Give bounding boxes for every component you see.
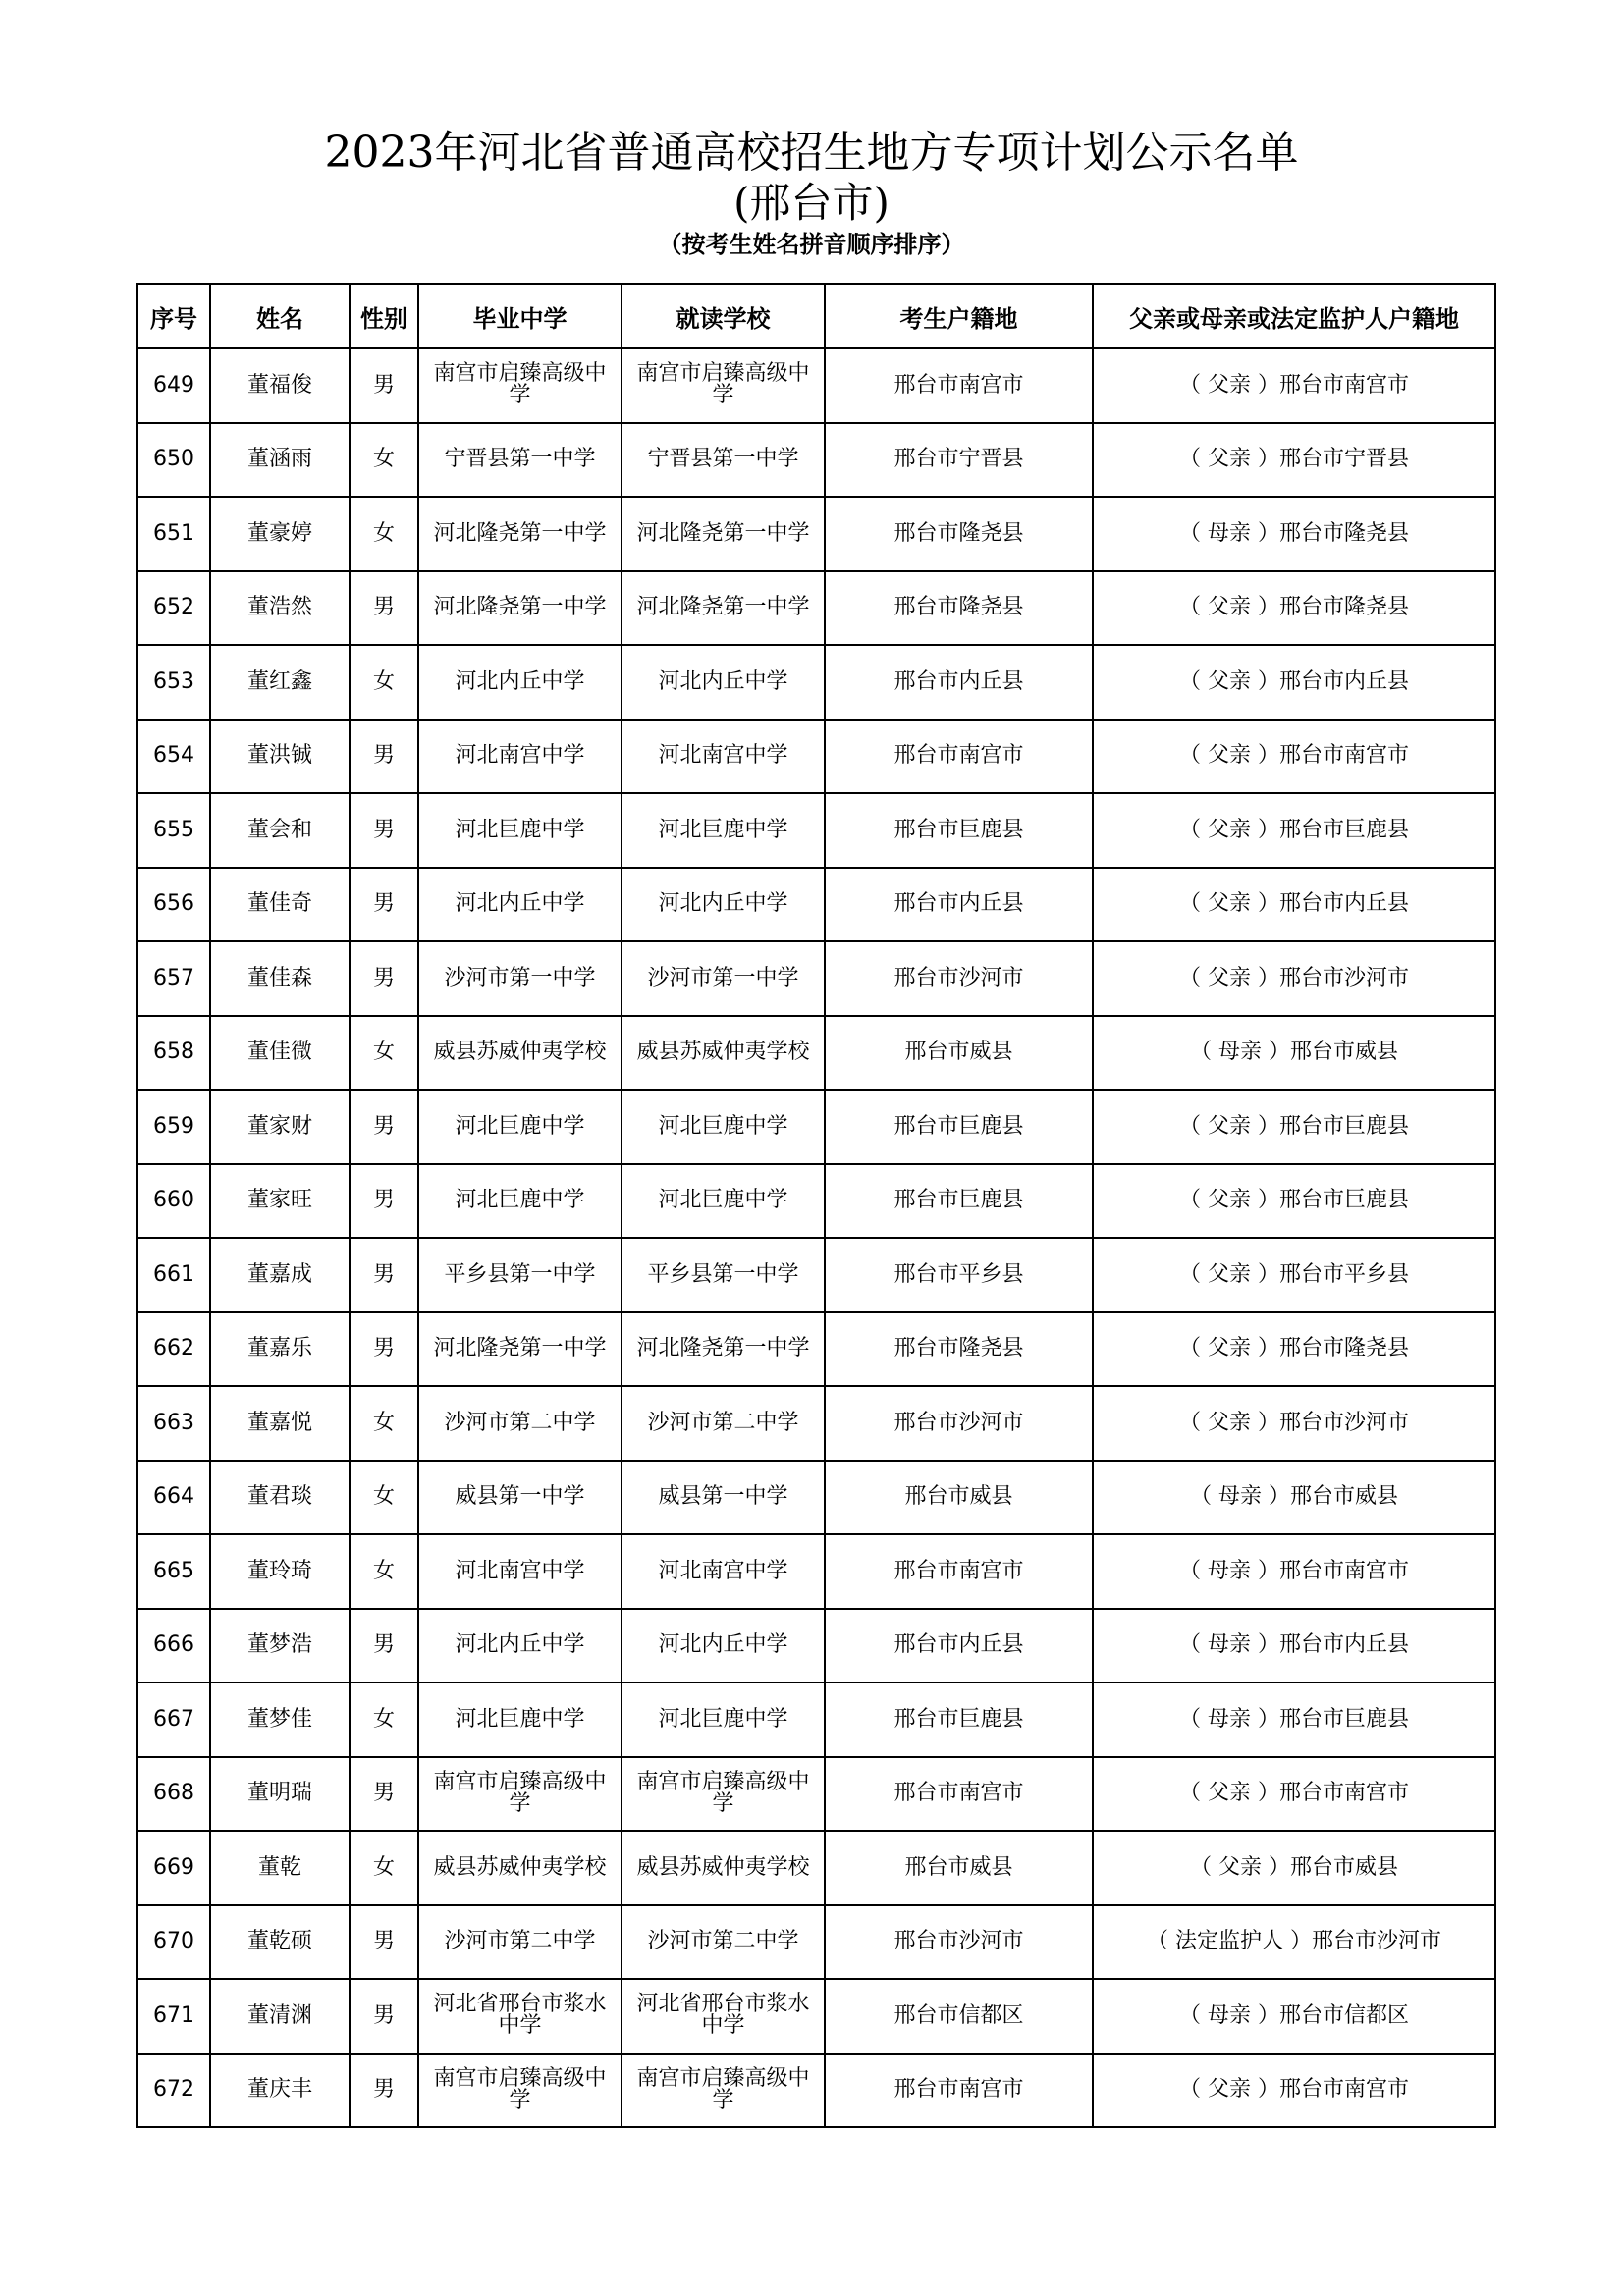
cell-gender: 女 bbox=[350, 1016, 418, 1091]
cell-index: 659 bbox=[137, 1090, 210, 1164]
cell-index: 658 bbox=[137, 1016, 210, 1091]
cell-current-school bbox=[622, 941, 825, 1016]
cell-student-hukou: 邢台市沙河市 bbox=[825, 1386, 1093, 1461]
table-row bbox=[137, 1905, 1495, 1980]
school-text: 威县苏威仲夷学校 bbox=[636, 1040, 810, 1065]
cell-gender: 男 bbox=[350, 1312, 418, 1387]
header-current-school: 就读学校 bbox=[622, 284, 825, 348]
cell-index: 672 bbox=[137, 2054, 210, 2128]
table-row bbox=[137, 1164, 1495, 1239]
cell-index: 660 bbox=[137, 1164, 210, 1239]
school-text: 河北内丘中学 bbox=[658, 668, 788, 694]
cell-guardian-hukou: （ 父亲 ）邢台市宁晋县 bbox=[1093, 423, 1495, 498]
school-text: 沙河市第二中学 bbox=[647, 1410, 799, 1435]
cell-guardian-hukou: （ 父亲 ）邢台市威县 bbox=[1093, 1831, 1495, 1905]
table-row bbox=[137, 497, 1495, 571]
cell-current-school bbox=[622, 1090, 825, 1164]
cell-name: 董君琰 bbox=[210, 1461, 350, 1535]
cell-student-hukou: 邢台市内丘县 bbox=[825, 645, 1093, 720]
school-text: 沙河市第二中学 bbox=[444, 1929, 596, 1954]
cell-student-hukou: 邢台市隆尧县 bbox=[825, 1312, 1093, 1387]
cell-current-school bbox=[622, 2054, 825, 2128]
roster-table bbox=[136, 283, 1496, 2128]
table-row bbox=[137, 1534, 1495, 1609]
cell-current-school bbox=[622, 1238, 825, 1312]
cell-student-hukou: 邢台市威县 bbox=[825, 1461, 1093, 1535]
table-row bbox=[137, 423, 1495, 498]
cell-gender: 男 bbox=[350, 1905, 418, 1980]
school-text: 河北内丘中学 bbox=[658, 891, 788, 917]
cell-student-hukou: 邢台市隆尧县 bbox=[825, 571, 1093, 646]
sort-note: （按考生姓名拼音顺序排序） bbox=[658, 231, 965, 258]
cell-name: 董嘉悦 bbox=[210, 1386, 350, 1461]
school-text: 宁晋县第一中学 bbox=[444, 447, 596, 472]
cell-index: 662 bbox=[137, 1312, 210, 1387]
cell-graduation-school bbox=[418, 720, 622, 794]
cell-graduation-school bbox=[418, 348, 622, 423]
cell-gender: 女 bbox=[350, 1461, 418, 1535]
cell-current-school bbox=[622, 645, 825, 720]
cell-student-hukou: 邢台市巨鹿县 bbox=[825, 1682, 1093, 1757]
cell-index: 671 bbox=[137, 1979, 210, 2054]
cell-index: 668 bbox=[137, 1757, 210, 1832]
cell-graduation-school bbox=[418, 1979, 622, 2054]
cell-current-school bbox=[622, 1979, 825, 2054]
cell-gender: 女 bbox=[350, 423, 418, 498]
cell-gender: 男 bbox=[350, 571, 418, 646]
school-text: 平乡县第一中学 bbox=[444, 1261, 596, 1287]
cell-name: 董家旺 bbox=[210, 1164, 350, 1239]
table-row bbox=[137, 941, 1495, 1016]
cell-guardian-hukou: （ 母亲 ）邢台市威县 bbox=[1093, 1461, 1495, 1535]
cell-index: 652 bbox=[137, 571, 210, 646]
cell-guardian-hukou: （ 母亲 ）邢台市隆尧县 bbox=[1093, 497, 1495, 571]
cell-graduation-school bbox=[418, 1016, 622, 1091]
cell-student-hukou: 邢台市沙河市 bbox=[825, 1905, 1093, 1980]
document-title: 2023年河北省普通高校招生地方专项计划公示名单 bbox=[324, 128, 1299, 178]
cell-index: 670 bbox=[137, 1905, 210, 1980]
cell-gender: 女 bbox=[350, 1386, 418, 1461]
school-text: 沙河市第一中学 bbox=[444, 965, 596, 990]
cell-graduation-school bbox=[418, 1090, 622, 1164]
cell-student-hukou: 邢台市威县 bbox=[825, 1016, 1093, 1091]
cell-current-school bbox=[622, 497, 825, 571]
cell-name: 董乾硕 bbox=[210, 1905, 350, 1980]
table-row bbox=[137, 1609, 1495, 1683]
cell-gender: 男 bbox=[350, 941, 418, 1016]
school-text: 沙河市第二中学 bbox=[444, 1410, 596, 1435]
cell-student-hukou: 邢台市巨鹿县 bbox=[825, 1090, 1093, 1164]
cell-current-school bbox=[622, 1757, 825, 1832]
cell-current-school bbox=[622, 571, 825, 646]
cell-student-hukou: 邢台市南宫市 bbox=[825, 720, 1093, 794]
cell-name: 董豪婷 bbox=[210, 497, 350, 571]
cell-name: 董佳微 bbox=[210, 1016, 350, 1091]
cell-student-hukou: 邢台市南宫市 bbox=[825, 348, 1093, 423]
table-row bbox=[137, 1979, 1495, 2054]
cell-graduation-school bbox=[418, 423, 622, 498]
cell-gender: 男 bbox=[350, 1238, 418, 1312]
cell-name: 董清渊 bbox=[210, 1979, 350, 2054]
cell-index: 664 bbox=[137, 1461, 210, 1535]
cell-gender: 男 bbox=[350, 2054, 418, 2128]
school-text: 沙河市第一中学 bbox=[647, 965, 799, 990]
cell-name: 董福俊 bbox=[210, 348, 350, 423]
cell-gender: 男 bbox=[350, 793, 418, 868]
cell-current-school bbox=[622, 348, 825, 423]
header-gender: 性别 bbox=[350, 284, 418, 348]
school-text: 南宫市启臻高级中学 bbox=[433, 361, 607, 408]
school-text: 南宫市启臻高级中学 bbox=[433, 1769, 607, 1816]
table-row bbox=[137, 868, 1495, 942]
cell-student-hukou: 邢台市南宫市 bbox=[825, 1757, 1093, 1832]
school-text: 威县苏威仲夷学校 bbox=[433, 1040, 607, 1065]
school-text: 河北内丘中学 bbox=[658, 1632, 788, 1658]
cell-graduation-school bbox=[418, 497, 622, 571]
cell-graduation-school bbox=[418, 571, 622, 646]
table-row bbox=[137, 348, 1495, 423]
cell-graduation-school bbox=[418, 868, 622, 942]
cell-gender: 男 bbox=[350, 720, 418, 794]
cell-current-school bbox=[622, 1682, 825, 1757]
cell-guardian-hukou: （ 父亲 ）邢台市沙河市 bbox=[1093, 1386, 1495, 1461]
cell-guardian-hukou: （ 母亲 ）邢台市巨鹿县 bbox=[1093, 1682, 1495, 1757]
cell-student-hukou: 邢台市隆尧县 bbox=[825, 497, 1093, 571]
cell-name: 董玲琦 bbox=[210, 1534, 350, 1609]
school-text: 河北隆尧第一中学 bbox=[433, 520, 607, 546]
cell-guardian-hukou: （ 母亲 ）邢台市威县 bbox=[1093, 1016, 1495, 1091]
cell-current-school bbox=[622, 1609, 825, 1683]
cell-gender: 男 bbox=[350, 1757, 418, 1832]
school-text: 平乡县第一中学 bbox=[647, 1261, 799, 1287]
cell-index: 656 bbox=[137, 868, 210, 942]
cell-student-hukou: 邢台市信都区 bbox=[825, 1979, 1093, 2054]
school-text: 河北南宫中学 bbox=[455, 743, 585, 769]
cell-name: 董乾 bbox=[210, 1831, 350, 1905]
table-row bbox=[137, 1682, 1495, 1757]
cell-name: 董会和 bbox=[210, 793, 350, 868]
school-text: 南宫市启臻高级中学 bbox=[636, 1769, 810, 1816]
cell-guardian-hukou: （ 母亲 ）邢台市南宫市 bbox=[1093, 1534, 1495, 1609]
table-row bbox=[137, 1090, 1495, 1164]
cell-name: 董庆丰 bbox=[210, 2054, 350, 2128]
cell-guardian-hukou: （ 父亲 ）邢台市巨鹿县 bbox=[1093, 793, 1495, 868]
cell-gender: 女 bbox=[350, 497, 418, 571]
cell-graduation-school bbox=[418, 645, 622, 720]
cell-index: 667 bbox=[137, 1682, 210, 1757]
cell-guardian-hukou: （ 母亲 ）邢台市信都区 bbox=[1093, 1979, 1495, 2054]
cell-name: 董涵雨 bbox=[210, 423, 350, 498]
school-text: 河北巨鹿中学 bbox=[658, 1113, 788, 1139]
cell-name: 董浩然 bbox=[210, 571, 350, 646]
cell-guardian-hukou: （ 父亲 ）邢台市隆尧县 bbox=[1093, 1312, 1495, 1387]
cell-student-hukou: 邢台市威县 bbox=[825, 1831, 1093, 1905]
cell-current-school bbox=[622, 1831, 825, 1905]
table-row bbox=[137, 1757, 1495, 1832]
cell-student-hukou: 邢台市南宫市 bbox=[825, 2054, 1093, 2128]
cell-student-hukou: 邢台市巨鹿县 bbox=[825, 1164, 1093, 1239]
cell-guardian-hukou: （ 父亲 ）邢台市沙河市 bbox=[1093, 941, 1495, 1016]
school-text: 沙河市第二中学 bbox=[647, 1929, 799, 1954]
cell-graduation-school bbox=[418, 1534, 622, 1609]
cell-guardian-hukou: （ 父亲 ）邢台市南宫市 bbox=[1093, 1757, 1495, 1832]
cell-index: 650 bbox=[137, 423, 210, 498]
cell-graduation-school bbox=[418, 1461, 622, 1535]
cell-index: 666 bbox=[137, 1609, 210, 1683]
school-text: 河北内丘中学 bbox=[455, 1632, 585, 1658]
school-text: 宁晋县第一中学 bbox=[647, 447, 799, 472]
header-graduation-school: 毕业中学 bbox=[418, 284, 622, 348]
cell-guardian-hukou: （ 法定监护人 ）邢台市沙河市 bbox=[1093, 1905, 1495, 1980]
school-text: 河北南宫中学 bbox=[455, 1558, 585, 1583]
cell-current-school bbox=[622, 720, 825, 794]
school-text: 河北巨鹿中学 bbox=[455, 817, 585, 842]
school-text: 南宫市启臻高级中学 bbox=[636, 2065, 810, 2112]
table-row bbox=[137, 1461, 1495, 1535]
cell-gender: 男 bbox=[350, 348, 418, 423]
cell-guardian-hukou: （ 母亲 ）邢台市内丘县 bbox=[1093, 1609, 1495, 1683]
cell-name: 董家财 bbox=[210, 1090, 350, 1164]
cell-current-school bbox=[622, 868, 825, 942]
cell-student-hukou: 邢台市宁晋县 bbox=[825, 423, 1093, 498]
cell-current-school bbox=[622, 1534, 825, 1609]
table-row bbox=[137, 1831, 1495, 1905]
cell-gender: 男 bbox=[350, 1609, 418, 1683]
cell-guardian-hukou: （ 父亲 ）邢台市隆尧县 bbox=[1093, 571, 1495, 646]
cell-name: 董梦佳 bbox=[210, 1682, 350, 1757]
header-name: 姓名 bbox=[210, 284, 350, 348]
cell-current-school bbox=[622, 1164, 825, 1239]
cell-name: 董明瑞 bbox=[210, 1757, 350, 1832]
school-text: 河北南宫中学 bbox=[658, 743, 788, 769]
header-student-hukou: 考生户籍地 bbox=[825, 284, 1093, 348]
cell-guardian-hukou: （ 父亲 ）邢台市巨鹿县 bbox=[1093, 1090, 1495, 1164]
school-text: 河北巨鹿中学 bbox=[658, 1188, 788, 1213]
table-row bbox=[137, 571, 1495, 646]
cell-index: 655 bbox=[137, 793, 210, 868]
table-row bbox=[137, 2054, 1495, 2128]
cell-guardian-hukou: （ 父亲 ）邢台市巨鹿县 bbox=[1093, 1164, 1495, 1239]
header-guardian-hukou: 父亲或母亲或法定监护人户籍地 bbox=[1093, 284, 1495, 348]
school-text: 河北隆尧第一中学 bbox=[636, 595, 810, 620]
document-subtitle: (邢台市) bbox=[733, 179, 890, 227]
cell-name: 董红鑫 bbox=[210, 645, 350, 720]
cell-gender: 女 bbox=[350, 1831, 418, 1905]
cell-graduation-school bbox=[418, 1312, 622, 1387]
table-row bbox=[137, 1016, 1495, 1091]
cell-guardian-hukou: （ 父亲 ）邢台市南宫市 bbox=[1093, 2054, 1495, 2128]
cell-current-school bbox=[622, 793, 825, 868]
school-text: 河北南宫中学 bbox=[658, 1558, 788, 1583]
cell-gender: 男 bbox=[350, 1979, 418, 2054]
cell-index: 651 bbox=[137, 497, 210, 571]
cell-student-hukou: 邢台市南宫市 bbox=[825, 1534, 1093, 1609]
school-text: 河北隆尧第一中学 bbox=[636, 520, 810, 546]
cell-name: 董佳奇 bbox=[210, 868, 350, 942]
school-text: 河北隆尧第一中学 bbox=[636, 1336, 810, 1362]
cell-index: 649 bbox=[137, 348, 210, 423]
school-text: 河北巨鹿中学 bbox=[455, 1706, 585, 1732]
cell-index: 654 bbox=[137, 720, 210, 794]
cell-name: 董洪铖 bbox=[210, 720, 350, 794]
cell-guardian-hukou: （ 父亲 ）邢台市南宫市 bbox=[1093, 348, 1495, 423]
cell-gender: 男 bbox=[350, 1090, 418, 1164]
cell-graduation-school bbox=[418, 1238, 622, 1312]
table-row bbox=[137, 720, 1495, 794]
table-header-row bbox=[137, 284, 1495, 348]
cell-current-school bbox=[622, 1905, 825, 1980]
school-text: 河北省邢台市浆水中学 bbox=[636, 1992, 810, 2039]
cell-guardian-hukou: （ 父亲 ）邢台市平乡县 bbox=[1093, 1238, 1495, 1312]
cell-gender: 女 bbox=[350, 1534, 418, 1609]
school-text: 河北内丘中学 bbox=[455, 668, 585, 694]
cell-gender: 男 bbox=[350, 1164, 418, 1239]
cell-name: 董梦浩 bbox=[210, 1609, 350, 1683]
cell-guardian-hukou: （ 父亲 ）邢台市内丘县 bbox=[1093, 645, 1495, 720]
school-text: 河北巨鹿中学 bbox=[455, 1188, 585, 1213]
cell-index: 665 bbox=[137, 1534, 210, 1609]
cell-student-hukou: 邢台市内丘县 bbox=[825, 1609, 1093, 1683]
school-text: 威县第一中学 bbox=[455, 1484, 585, 1510]
school-text: 河北巨鹿中学 bbox=[658, 817, 788, 842]
table-row bbox=[137, 793, 1495, 868]
cell-graduation-school bbox=[418, 1905, 622, 1980]
cell-index: 657 bbox=[137, 941, 210, 1016]
cell-name: 董佳森 bbox=[210, 941, 350, 1016]
cell-graduation-school bbox=[418, 1609, 622, 1683]
school-text: 威县苏威仲夷学校 bbox=[433, 1854, 607, 1880]
school-text: 河北省邢台市浆水中学 bbox=[433, 1992, 607, 2039]
cell-student-hukou: 邢台市平乡县 bbox=[825, 1238, 1093, 1312]
cell-guardian-hukou: （ 父亲 ）邢台市南宫市 bbox=[1093, 720, 1495, 794]
cell-student-hukou: 邢台市巨鹿县 bbox=[825, 793, 1093, 868]
cell-current-school bbox=[622, 1461, 825, 1535]
cell-current-school bbox=[622, 423, 825, 498]
cell-guardian-hukou: （ 父亲 ）邢台市内丘县 bbox=[1093, 868, 1495, 942]
table-row bbox=[137, 1238, 1495, 1312]
cell-student-hukou: 邢台市沙河市 bbox=[825, 941, 1093, 1016]
cell-name: 董嘉成 bbox=[210, 1238, 350, 1312]
school-text: 河北隆尧第一中学 bbox=[433, 1336, 607, 1362]
school-text: 河北巨鹿中学 bbox=[658, 1706, 788, 1732]
cell-current-school bbox=[622, 1386, 825, 1461]
cell-graduation-school bbox=[418, 1386, 622, 1461]
cell-index: 663 bbox=[137, 1386, 210, 1461]
cell-index: 661 bbox=[137, 1238, 210, 1312]
cell-name: 董嘉乐 bbox=[210, 1312, 350, 1387]
cell-index: 653 bbox=[137, 645, 210, 720]
cell-graduation-school bbox=[418, 2054, 622, 2128]
cell-graduation-school bbox=[418, 1831, 622, 1905]
cell-gender: 女 bbox=[350, 645, 418, 720]
table-body bbox=[137, 348, 1495, 2127]
cell-student-hukou: 邢台市内丘县 bbox=[825, 868, 1093, 942]
table-row bbox=[137, 645, 1495, 720]
cell-graduation-school bbox=[418, 1757, 622, 1832]
school-text: 威县苏威仲夷学校 bbox=[636, 1854, 810, 1880]
cell-gender: 男 bbox=[350, 868, 418, 942]
school-text: 南宫市启臻高级中学 bbox=[433, 2065, 607, 2112]
table-row bbox=[137, 1312, 1495, 1387]
header-index: 序号 bbox=[137, 284, 210, 348]
table-row bbox=[137, 1386, 1495, 1461]
school-text: 河北内丘中学 bbox=[455, 891, 585, 917]
school-text: 威县第一中学 bbox=[658, 1484, 788, 1510]
cell-index: 669 bbox=[137, 1831, 210, 1905]
cell-current-school bbox=[622, 1312, 825, 1387]
school-text: 河北隆尧第一中学 bbox=[433, 595, 607, 620]
cell-graduation-school bbox=[418, 941, 622, 1016]
cell-current-school bbox=[622, 1016, 825, 1091]
cell-graduation-school bbox=[418, 1682, 622, 1757]
cell-graduation-school bbox=[418, 793, 622, 868]
cell-graduation-school bbox=[418, 1164, 622, 1239]
school-text: 河北巨鹿中学 bbox=[455, 1113, 585, 1139]
cell-gender: 女 bbox=[350, 1682, 418, 1757]
school-text: 南宫市启臻高级中学 bbox=[636, 361, 810, 408]
